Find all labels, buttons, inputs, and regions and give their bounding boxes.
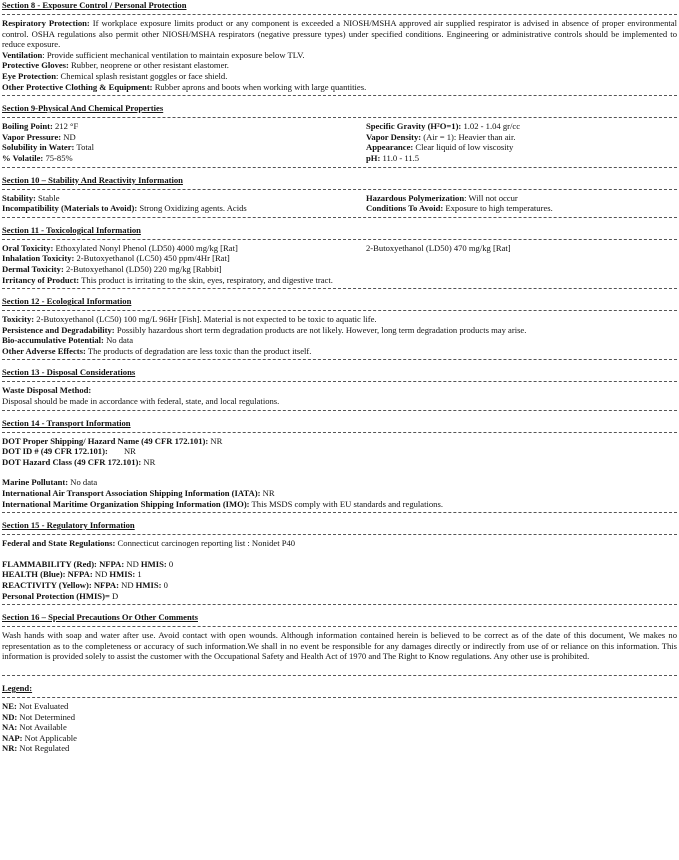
oral-toxicity: Oral Toxicity: Ethoxylated Nonyl Phenol (LD50) 4000 mg/kg [Rat] [2,242,238,253]
health-rating: HEALTH (Blue): NFPA: ND HMIS: 1 [2,569,142,580]
conditions-to-avoid: Conditions To Avoid: Exposure to high temperatures. [366,203,553,214]
divider [2,117,677,118]
section-8-title: Section 8 - Exposure Control / Personal Protection [2,0,187,10]
divider [2,217,677,218]
divider [2,604,677,605]
section-13-title: Section 13 - Disposal Considerations [2,367,136,378]
iata-info: International Air Transport Association Shipping Information (IATA): NR [2,488,275,499]
divider [2,288,677,289]
legend-title: Legend: [2,682,33,693]
divider [2,410,677,411]
section-10-title: Section 10 – Stability And Reactivity Information [2,174,183,185]
divider [2,310,677,311]
stability: Stability: Stable [2,192,60,203]
incompatibility: Incompatibility (Materials to Avoid): Strong Oxidizing agents. Acids [2,203,247,214]
divider [2,697,677,698]
dot-id: DOT ID # (49 CFR 172.101): NR [2,446,136,457]
legend-item: ND: Not Determined [2,711,76,722]
boiling-point: Boiling Point: 212 °F [2,121,79,132]
other-protective-clothing: Other Protective Clothing & Equipment: Rubber aprons and boots when working with large quantities. [2,81,367,92]
persistence: Persistence and Degradability: Possibly hazardous short term degradation products are not likely. However, long term degradation products may arise. [2,324,527,335]
stability-info [2,193,677,214]
divider [2,95,677,96]
vapor-pressure: Vapor Pressure: ND [2,131,76,142]
eco-toxicity: Toxicity: 2-Butoxyethanol (LC50) 100 mg/L 96Hr [Fish]. Material is not expected to be toxic to aquatic life. [2,314,377,325]
volatile: % Volatile: 75-85% [2,152,73,163]
vapor-density: Vapor Density: (Air = 1): Heavier than air. [366,131,516,142]
divider [2,512,677,513]
divider [2,239,677,240]
irritancy: Irritancy of Product: This product is irritating to the skin, eyes, respiratory, and digestive tract. [2,274,333,285]
adverse-effects: Other Adverse Effects: The products of degradation are less toxic than the product itself. [2,345,312,356]
legend-item: NAP: Not Applicable [2,732,77,743]
marine-pollutant: Marine Pollutant: No data [2,477,98,488]
appearance: Appearance: Clear liquid of low viscosity [366,142,514,153]
eye-protection: Eye Protection: Chemical splash resistant goggles or face shield. [2,70,228,81]
section-9-title: Section 9-Physical And Chemical Properties [2,103,164,114]
msds-page [2,0,677,754]
specific-gravity: Specific Gravity (H²O=1): 1.02 - 1.04 gr/cc [366,121,521,132]
dermal-toxicity: Dermal Toxicity: 2-Butoxyethanol (LD50) 220 mg/kg [Rabbit] [2,263,222,274]
protective-gloves: Protective Gloves: Rubber, neoprene or other resistant elastomer. [2,60,229,71]
divider [2,626,677,627]
oral-toxicity-row [2,243,677,254]
imo-info: International Maritime Organization Shipping Information (IMO): This MSDS comply with EU standards and regulations. [2,498,443,509]
bioaccumulative: Bio-accumulative Potential: No data [2,335,134,346]
solubility: Solubility in Water: Total [2,142,94,153]
section-11-title: Section 11 - Toxicological Information [2,224,141,235]
section-12-title: Section 12 - Ecological Information [2,296,132,307]
divider [2,675,677,676]
waste-disposal-text: Disposal should be made in accordance with federal, state, and local regulations. [2,396,280,407]
section-16-title: Section 16 – Special Precautions Or Other Comments [2,612,198,623]
divider [2,359,677,360]
flammability-rating: FLAMMABILITY (Red): NFPA: ND HMIS: 0 [2,558,174,569]
reactivity-rating: REACTIVITY (Yellow): NFPA: ND HMIS: 0 [2,580,168,590]
divider [2,14,677,15]
divider [2,189,677,190]
dot-shipping-name: DOT Proper Shipping/ Hazard Name (49 CFR 172.101): NR [2,435,223,446]
legend-item: NE: Not Evaluated [2,700,69,711]
hazardous-polymerization: Hazardous Polymerization: Will not occur [366,192,518,203]
oral-toxicity-2: 2-Butoxyethanol (LD50) 470 mg/kg [Rat] [366,242,511,253]
federal-state-regulations: Federal and State Regulations: Connecticut carcinogen reporting list : Nonidet P40 [2,538,296,549]
divider [2,167,677,168]
legend-item: NA: Not Available [2,722,67,733]
legend-item: NR: Not Regulated [2,743,70,754]
ventilation: Ventilation: Provide sufficient mechanical ventilation to maintain exposure below TLV. [2,49,305,60]
dot-hazard-class: DOT Hazard Class (49 CFR 172.101): NR [2,456,156,467]
personal-protection-rating: Personal Protection (HMIS)= D [2,590,119,601]
physical-properties [2,121,677,163]
divider [2,381,677,382]
ph: pH: 11.0 - 11.5 [366,152,420,163]
special-precautions-text: Wash hands with soap and water after use. Avoid contact with open wounds. Although information contained herein is believed to be correct as of the date of this document, We makes no representation as to the completeness or accuracy of such information.We shall in no event be responsible for any damages directly or indirectly from use of or reliance on this information. This information is provided solely to assist the customer with the Occupational Safety and Health Act of 1970 and The Right to Know regulations. Any other use is prohibited. [2,630,677,662]
divider [2,432,677,433]
divider [2,534,677,535]
section-15-title: Section 15 - Regulatory Information [2,520,135,531]
section-14-title: Section 14 - Transport Information [2,417,131,428]
respiratory-protection: Respiratory Protection: If workplace exposure limits product or any component is exceeded a NIOSH/MSHA approved air supplied respirator is advised in absence of proper environmental control. OSHA regulations also permit other NIOSH/MSHA respirators (negative pressure types) under specified conditions. Engineering or administrative controls should be implemented to reduce exposure. [2,18,677,50]
waste-disposal-label: Waste Disposal Method: [2,385,92,396]
inhalation-toxicity: Inhalation Toxicity: 2-Butoxyethanol (LC50) 450 ppm/4Hr [Rat] [2,253,230,264]
